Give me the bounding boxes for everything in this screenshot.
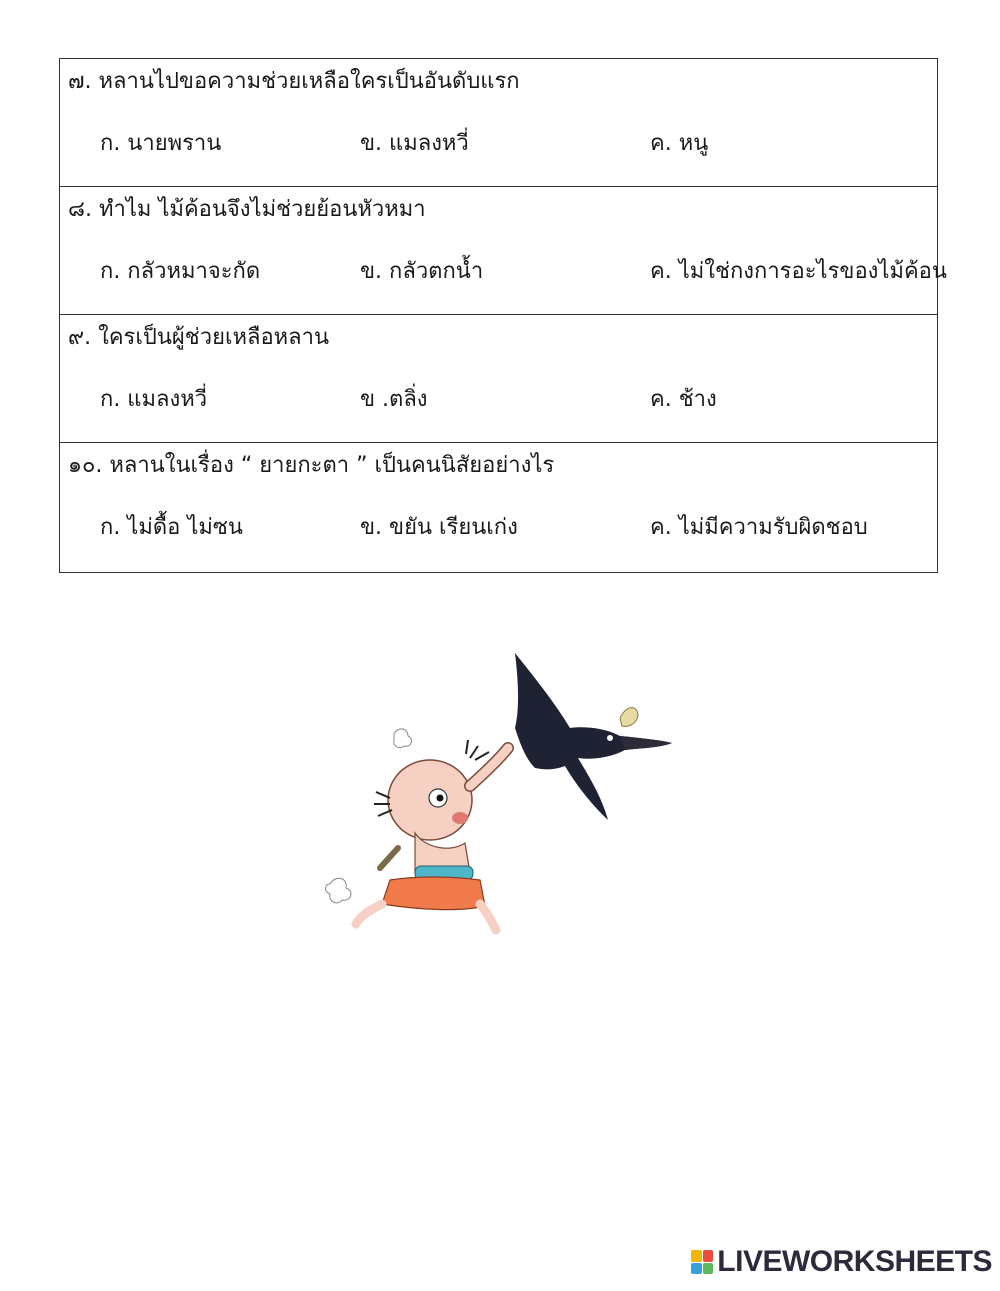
question-text: ๙. ใครเป็นผู้ช่วยเหลือหลาน [68, 325, 330, 350]
option-a[interactable]: ก. แมลงหวี่ [100, 387, 208, 412]
quiz-table [59, 58, 947, 573]
liveworksheets-logo [691, 1245, 992, 1279]
logo-text: LIVEWORKSHEETS [717, 1245, 992, 1278]
option-a[interactable]: ก. นายพราน [100, 131, 222, 156]
boy-chasing-crow-illustration [320, 648, 680, 938]
option-b[interactable]: ข. กลัวตกน้ำ [360, 259, 484, 284]
option-c[interactable]: ค. ไม่ใช่กงการอะไรของไม้ค้อน [650, 259, 947, 284]
question-text: ๑๐. หลานในเรื่อง “ ยายกะตา ” เป็นคนนิสัยอย่างไร [68, 453, 555, 478]
option-a[interactable]: ก. ไม่ดื้อ ไม่ซน [100, 515, 243, 540]
logo-mark-icon [691, 1250, 713, 1274]
boy-icon [326, 729, 509, 930]
crow-icon [515, 653, 672, 820]
question-7 [60, 59, 937, 187]
option-c[interactable]: ค. หนู [650, 131, 709, 156]
question-9 [60, 315, 937, 443]
option-b[interactable]: ข. แมลงหวี่ [360, 131, 469, 156]
question-text: ๗. หลานไปขอความช่วยเหลือใครเป็นอันดับแรก [68, 69, 520, 94]
option-b[interactable]: ข .ตลิ่ง [360, 387, 428, 412]
question-10 [60, 443, 937, 572]
option-b[interactable]: ข. ขยัน เรียนเก่ง [360, 515, 518, 540]
option-a[interactable]: ก. กลัวหมาจะกัด [100, 259, 261, 284]
question-8 [60, 187, 947, 315]
question-text: ๘. ทำไม ไม้ค้อนจึงไม่ช่วยย้อนหัวหมา [68, 197, 426, 222]
option-c[interactable]: ค. ไม่มีความรับผิดชอบ [650, 515, 868, 540]
option-c[interactable]: ค. ช้าง [650, 387, 717, 412]
